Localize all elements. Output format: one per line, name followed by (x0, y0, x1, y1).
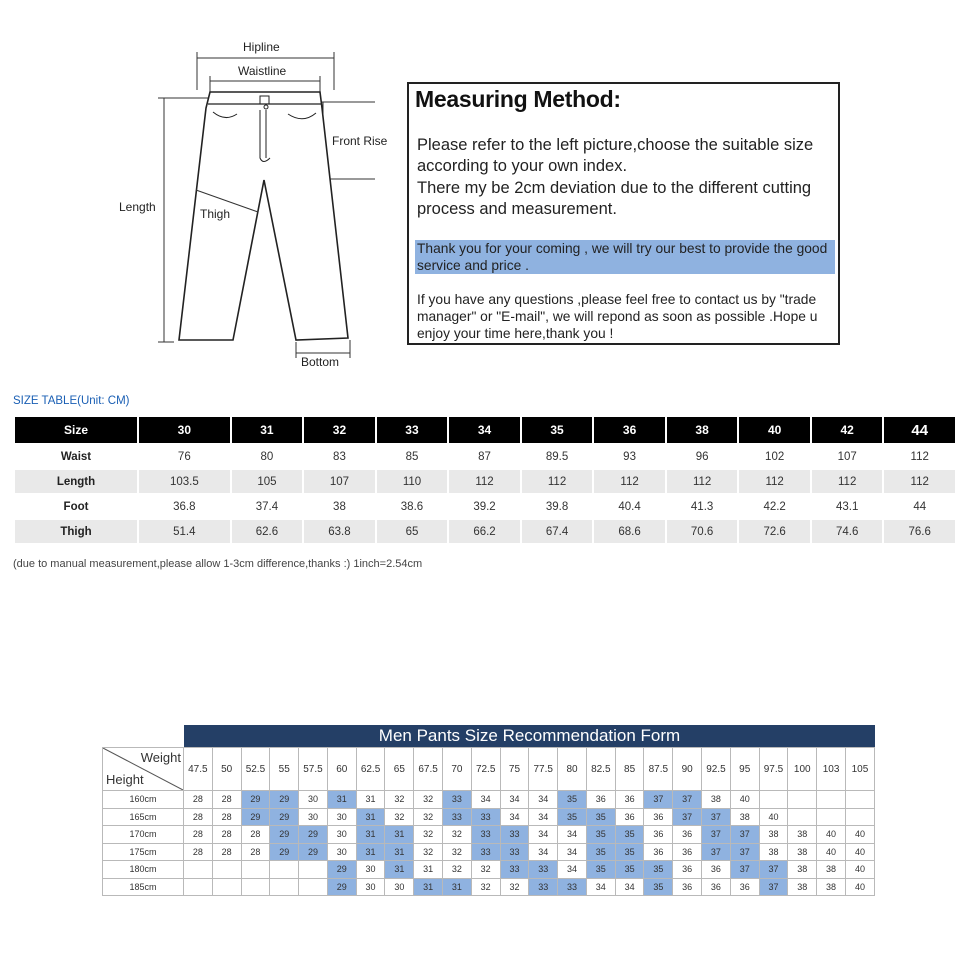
weight-header-cell: 72.5 (471, 748, 500, 791)
recommended-size-cell: 31 (327, 791, 356, 809)
recommendation-row (103, 878, 875, 896)
recommended-size-cell: 28 (212, 791, 241, 809)
recommended-size-cell: 36 (586, 791, 615, 809)
weight-header-cell: 82.5 (586, 748, 615, 791)
waistline-label: Waistline (238, 64, 287, 78)
weight-height-corner (103, 748, 184, 791)
size-cell: 51.4 (139, 520, 230, 543)
size-cell: 67.4 (522, 520, 593, 543)
recommended-size-cell: 32 (471, 878, 500, 896)
recommended-size-cell: 37 (673, 791, 702, 809)
recommended-size-cell: 34 (558, 861, 587, 879)
size-cell: 42.2 (763, 500, 786, 513)
weight-header-cell: 103 (817, 748, 846, 791)
recommended-size-cell (270, 878, 299, 896)
recommended-size-cell: 34 (529, 843, 558, 861)
size-cell: 37.4 (255, 500, 279, 513)
recommended-size-cell: 33 (443, 791, 472, 809)
recommended-size-cell: 40 (845, 878, 874, 896)
recommended-size-cell: 38 (817, 878, 846, 896)
size-header-cell: 30 (139, 417, 230, 443)
recommended-size-cell: 32 (443, 861, 472, 879)
recommended-size-cell: 34 (529, 808, 558, 826)
size-table (13, 415, 957, 545)
recommended-size-cell: 30 (299, 808, 328, 826)
recommended-size-cell: 31 (356, 808, 385, 826)
recommended-size-cell: 33 (443, 808, 472, 826)
recommended-size-cell: 37 (644, 791, 673, 809)
recommended-size-cell: 32 (385, 808, 414, 826)
recommended-size-cell: 29 (327, 878, 356, 896)
thigh-label: Thigh (200, 207, 231, 221)
recommended-size-cell: 30 (327, 808, 356, 826)
recommended-size-cell (817, 791, 846, 809)
weight-header-cell: 55 (270, 748, 299, 791)
recommended-size-cell: 28 (241, 826, 270, 844)
recommended-size-cell: 34 (529, 791, 558, 809)
size-table-note: (due to manual measurement,please allow 1-3cm difference,thanks :) 1inch=2.54cm (13, 558, 423, 570)
recommended-size-cell: 38 (788, 878, 817, 896)
size-header-row (15, 417, 955, 443)
size-cell: 102 (765, 450, 785, 463)
recommended-size-cell (183, 861, 212, 879)
size-cell: 112 (812, 470, 883, 493)
recommended-size-cell: 38 (702, 791, 731, 809)
size-cell: 96 (695, 450, 709, 463)
height-axis-label: Height (106, 772, 144, 787)
recommendation-title: Men Pants Size Recommendation Form (184, 725, 875, 747)
recommended-size-cell: 36 (702, 878, 731, 896)
weight-header-cell: 85 (615, 748, 644, 791)
size-header-cell: 33 (377, 417, 448, 443)
size-cell: 39.8 (545, 500, 569, 513)
recommended-size-cell: 35 (586, 808, 615, 826)
pants-measurement-diagram (100, 30, 400, 380)
weight-header-cell: 75 (500, 748, 529, 791)
recommended-size-cell: 29 (299, 826, 328, 844)
recommended-size-cell: 36 (644, 843, 673, 861)
size-cell: 62.6 (232, 520, 303, 543)
recommended-size-cell: 32 (414, 826, 443, 844)
recommended-size-cell: 40 (759, 808, 788, 826)
size-cell: 38.6 (400, 500, 424, 513)
recommended-size-cell: 38 (817, 861, 846, 879)
recommended-size-cell: 32 (500, 878, 529, 896)
recommended-size-cell: 33 (529, 878, 558, 896)
recommended-size-cell: 31 (356, 826, 385, 844)
height-label-cell: 160cm (103, 791, 184, 809)
recommendation-row (103, 808, 875, 826)
recommended-size-cell (270, 861, 299, 879)
recommended-size-cell: 28 (241, 843, 270, 861)
method-title: Measuring Method: (415, 86, 621, 112)
recommended-size-cell: 32 (414, 808, 443, 826)
weight-header-cell: 90 (673, 748, 702, 791)
weight-header-cell: 97.5 (759, 748, 788, 791)
recommended-size-cell: 33 (471, 808, 500, 826)
recommended-size-cell: 29 (241, 808, 270, 826)
size-cell: 76.6 (884, 520, 955, 543)
recommended-size-cell (241, 861, 270, 879)
recommendation-row (103, 861, 875, 879)
size-header-cell: 31 (232, 417, 303, 443)
method-thanks-banner: Thank you for your coming , we will try our best to provide the good service and price . (415, 240, 835, 274)
weight-header-cell: 95 (730, 748, 759, 791)
size-header-cell: 38 (667, 417, 738, 443)
recommendation-table (102, 747, 875, 896)
recommended-size-cell: 35 (558, 791, 587, 809)
recommended-size-cell: 28 (183, 808, 212, 826)
size-header-cell: 32 (304, 417, 375, 443)
recommended-size-cell: 30 (299, 791, 328, 809)
recommendation-row (103, 843, 875, 861)
recommended-size-cell: 35 (586, 843, 615, 861)
size-cell: 112 (522, 470, 593, 493)
recommended-size-cell: 32 (414, 843, 443, 861)
size-row (15, 470, 955, 493)
weight-header-cell: 65 (385, 748, 414, 791)
recommended-size-cell: 32 (443, 843, 472, 861)
size-cell: 112 (884, 470, 955, 493)
recommended-size-cell: 37 (702, 826, 731, 844)
recommended-size-cell: 37 (702, 843, 731, 861)
recommended-size-cell: 36 (702, 861, 731, 879)
recommended-size-cell: 37 (730, 861, 759, 879)
recommended-size-cell: 38 (788, 826, 817, 844)
weight-axis-label: Weight (140, 750, 181, 765)
recommended-size-cell: 29 (270, 843, 299, 861)
recommended-size-cell: 30 (327, 826, 356, 844)
recommended-size-cell (817, 808, 846, 826)
size-cell: 107 (837, 450, 857, 463)
recommended-size-cell: 36 (673, 878, 702, 896)
recommended-size-cell: 29 (270, 791, 299, 809)
weight-header-cell: 52.5 (241, 748, 270, 791)
recommended-size-cell (788, 808, 817, 826)
size-row (15, 520, 955, 543)
weight-header-cell: 60 (327, 748, 356, 791)
recommended-size-cell: 33 (471, 826, 500, 844)
recommended-size-cell: 34 (471, 791, 500, 809)
recommended-size-cell: 28 (183, 843, 212, 861)
recommended-size-cell: 34 (558, 826, 587, 844)
bottom-label: Bottom (301, 355, 340, 369)
recommended-size-cell: 37 (759, 878, 788, 896)
size-cell: 70.6 (667, 520, 738, 543)
recommended-size-cell: 36 (615, 791, 644, 809)
size-cell: 63.8 (304, 520, 375, 543)
recommended-size-cell (845, 791, 874, 809)
recommended-size-cell: 28 (183, 826, 212, 844)
size-cell: 38 (333, 500, 346, 513)
size-table-caption: SIZE TABLE(Unit: CM) (13, 395, 130, 407)
recommended-size-cell: 31 (414, 861, 443, 879)
recommended-size-cell: 28 (212, 843, 241, 861)
recommended-size-cell: 36 (615, 808, 644, 826)
hipline-label: Hipline (243, 40, 280, 54)
size-header-cell: 40 (739, 417, 810, 443)
weight-header-cell: 50 (212, 748, 241, 791)
size-cell: 66.2 (449, 520, 520, 543)
size-cell: 41.3 (690, 500, 714, 513)
recommended-size-cell (299, 878, 328, 896)
recommended-size-cell: 28 (212, 808, 241, 826)
measuring-method-box (407, 82, 840, 345)
height-label-cell: 180cm (103, 861, 184, 879)
size-cell: 80 (260, 450, 274, 463)
recommended-size-cell: 30 (385, 878, 414, 896)
recommended-size-cell: 38 (759, 826, 788, 844)
weight-header-cell: 92.5 (702, 748, 731, 791)
recommended-size-cell: 34 (615, 878, 644, 896)
size-row-label: Foot (63, 500, 89, 513)
recommended-size-cell (759, 791, 788, 809)
size-cell: 40.4 (618, 500, 641, 513)
size-row-label: Waist (60, 450, 92, 463)
size-row-label: Thigh (15, 520, 137, 543)
size-header-cell: 42 (812, 417, 883, 443)
weight-header-cell: 87.5 (644, 748, 673, 791)
method-paragraph-deviation: There my be 2cm deviation due to the different cutting process and measurement. (417, 179, 812, 218)
size-cell: 68.6 (594, 520, 665, 543)
recommended-size-cell: 37 (730, 843, 759, 861)
size-cell: 105 (232, 470, 303, 493)
recommended-size-cell: 31 (356, 791, 385, 809)
size-cell: 74.6 (812, 520, 883, 543)
recommended-size-cell: 37 (730, 826, 759, 844)
recommended-size-cell (212, 861, 241, 879)
recommended-size-cell: 33 (500, 843, 529, 861)
recommended-size-cell: 37 (673, 808, 702, 826)
length-label: Length (119, 200, 156, 214)
recommended-size-cell: 32 (414, 791, 443, 809)
recommended-size-cell: 29 (327, 861, 356, 879)
recommended-size-cell: 40 (845, 826, 874, 844)
recommended-size-cell: 33 (529, 861, 558, 879)
size-cell: 65 (377, 520, 448, 543)
recommended-size-cell: 34 (586, 878, 615, 896)
recommended-size-cell (212, 878, 241, 896)
height-label-cell: 165cm (103, 808, 184, 826)
recommended-size-cell (788, 791, 817, 809)
size-cell: 107 (304, 470, 375, 493)
recommended-size-cell (299, 861, 328, 879)
size-header-cell: 34 (449, 417, 520, 443)
recommended-size-cell: 35 (558, 808, 587, 826)
recommended-size-cell: 40 (845, 843, 874, 861)
recommended-size-cell: 36 (673, 843, 702, 861)
size-cell: 110 (377, 470, 448, 493)
recommended-size-cell: 38 (788, 843, 817, 861)
size-cell: 112 (449, 470, 520, 493)
recommended-size-cell: 36 (644, 808, 673, 826)
weight-header-cell: 67.5 (414, 748, 443, 791)
recommended-size-cell: 35 (615, 843, 644, 861)
recommended-size-cell: 37 (759, 861, 788, 879)
size-cell: 44 (913, 500, 927, 513)
height-label-cell: 170cm (103, 826, 184, 844)
size-row (15, 495, 955, 518)
recommended-size-cell: 36 (730, 878, 759, 896)
recommended-size-cell: 35 (644, 861, 673, 879)
size-cell: 103.5 (139, 470, 230, 493)
recommended-size-cell: 28 (183, 791, 212, 809)
weight-header-cell: 57.5 (299, 748, 328, 791)
recommended-size-cell: 34 (558, 843, 587, 861)
recommended-size-cell: 38 (788, 861, 817, 879)
size-cell: 112 (739, 470, 810, 493)
recommended-size-cell: 38 (730, 808, 759, 826)
recommended-size-cell: 36 (673, 861, 702, 879)
size-cell: 89.5 (545, 450, 569, 463)
size-header-label: Size (15, 417, 137, 443)
size-cell: 112 (667, 470, 738, 493)
recommended-size-cell: 31 (385, 843, 414, 861)
recommended-size-cell: 31 (385, 826, 414, 844)
recommendation-weight-row (103, 748, 875, 791)
weight-header-cell: 80 (558, 748, 587, 791)
recommended-size-cell: 33 (558, 878, 587, 896)
method-contact-text: If you have any questions ,please feel free to contact us by "trade manager" or "E-mail", we will repond as soon as possible .Hope u enjoy your time here,thank you ! (417, 292, 818, 341)
recommended-size-cell: 35 (644, 878, 673, 896)
recommended-size-cell: 31 (356, 843, 385, 861)
size-row-label: Length (15, 470, 137, 493)
size-header-cell: 44 (884, 417, 955, 443)
recommended-size-cell: 35 (615, 826, 644, 844)
recommended-size-cell: 40 (730, 791, 759, 809)
recommended-size-cell: 35 (586, 861, 615, 879)
size-cell: 93 (623, 450, 636, 463)
size-header-cell: 36 (594, 417, 665, 443)
size-header-cell: 35 (522, 417, 593, 443)
recommended-size-cell: 32 (385, 791, 414, 809)
height-label-cell: 185cm (103, 878, 184, 896)
weight-header-cell: 100 (788, 748, 817, 791)
weight-header-cell: 105 (845, 748, 874, 791)
size-cell: 43.1 (835, 500, 859, 513)
recommended-size-cell: 29 (241, 791, 270, 809)
weight-header-cell: 70 (443, 748, 472, 791)
recommended-size-cell: 29 (299, 843, 328, 861)
recommended-size-cell: 40 (817, 826, 846, 844)
size-cell: 72.6 (739, 520, 810, 543)
recommended-size-cell: 35 (615, 861, 644, 879)
recommended-size-cell: 28 (212, 826, 241, 844)
recommended-size-cell: 35 (586, 826, 615, 844)
size-cell: 76 (177, 450, 191, 463)
method-paragraph-refer: Please refer to the left picture,choose the suitable size according to your own index. (417, 136, 814, 175)
recommended-size-cell: 32 (471, 861, 500, 879)
recommendation-row (103, 791, 875, 809)
recommended-size-cell: 29 (270, 808, 299, 826)
size-cell: 112 (594, 470, 665, 493)
size-cell: 87 (478, 450, 491, 463)
recommended-size-cell: 30 (327, 843, 356, 861)
recommendation-row (103, 826, 875, 844)
size-row (15, 445, 955, 468)
recommended-size-cell: 33 (471, 843, 500, 861)
size-cell: 39.2 (473, 500, 496, 513)
height-label-cell: 175cm (103, 843, 184, 861)
recommended-size-cell: 32 (443, 826, 472, 844)
recommended-size-cell (241, 878, 270, 896)
recommended-size-cell: 33 (500, 861, 529, 879)
recommended-size-cell: 31 (443, 878, 472, 896)
weight-header-cell: 77.5 (529, 748, 558, 791)
size-cell: 85 (405, 450, 419, 463)
size-cell: 112 (910, 450, 929, 463)
recommended-size-cell: 34 (500, 808, 529, 826)
recommended-size-cell: 34 (529, 826, 558, 844)
recommended-size-cell: 30 (356, 861, 385, 879)
size-cell: 36.8 (173, 500, 196, 513)
front-rise-label: Front Rise (332, 134, 388, 148)
recommended-size-cell: 29 (270, 826, 299, 844)
recommended-size-cell: 37 (702, 808, 731, 826)
recommended-size-cell: 31 (385, 861, 414, 879)
recommended-size-cell (845, 808, 874, 826)
size-cell: 83 (333, 450, 346, 463)
recommended-size-cell: 36 (644, 826, 673, 844)
weight-header-cell: 62.5 (356, 748, 385, 791)
recommended-size-cell: 33 (500, 826, 529, 844)
recommended-size-cell: 40 (845, 861, 874, 879)
recommended-size-cell: 40 (817, 843, 846, 861)
weight-header-cell: 47.5 (183, 748, 212, 791)
recommended-size-cell (183, 878, 212, 896)
recommended-size-cell: 30 (356, 878, 385, 896)
recommended-size-cell: 34 (500, 791, 529, 809)
recommended-size-cell: 38 (759, 843, 788, 861)
recommended-size-cell: 31 (414, 878, 443, 896)
recommended-size-cell: 36 (673, 826, 702, 844)
